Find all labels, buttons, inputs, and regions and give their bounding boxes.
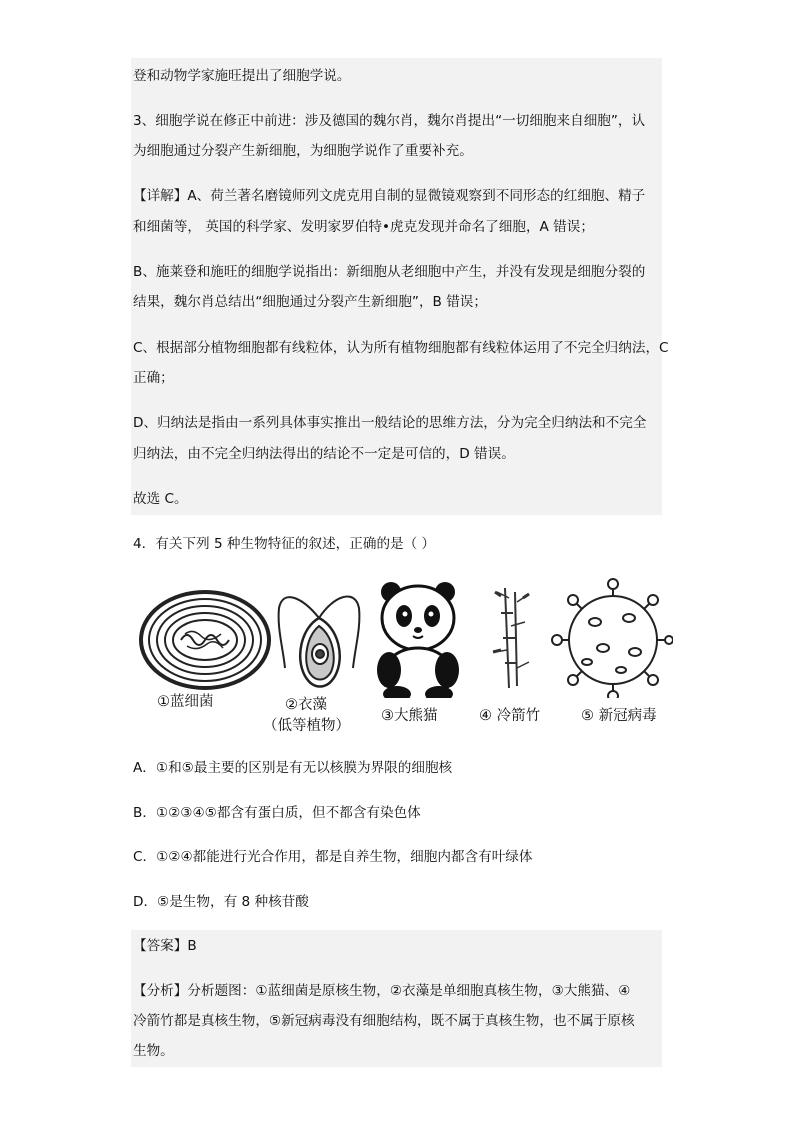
cyanobacterium-drawing xyxy=(141,592,269,688)
caption-chlamydomonas: ②衣藻 xyxy=(285,697,327,713)
question-text: 4．有关下列 5 种生物特征的叙述，正确的是（ ） xyxy=(133,536,436,552)
text-line: 归纳法，由不完全归纳法得出的结论不一定是可信的，D 错误。 xyxy=(133,446,515,462)
text-line: 3、细胞学说在修正中前进：涉及德国的魏尔肖，魏尔肖提出“一切细胞来自细胞”，认 xyxy=(133,113,646,129)
text-line: 为细胞通过分裂产生新细胞，为细胞学说作了重要补充。 xyxy=(133,143,473,159)
virus-drawing xyxy=(552,579,673,698)
organisms-figure xyxy=(133,578,673,738)
option-d: D．⑤是生物，有 8 种核苷酸 xyxy=(133,894,309,910)
text-line: 正确； xyxy=(133,370,174,386)
text-line: D、归纳法是指由一系列具体事实推出一般结论的思维方法，分为完全归纳法和不完全 xyxy=(133,415,647,431)
text-line: 故选 C。 xyxy=(133,491,188,507)
chlamydomonas-drawing xyxy=(279,597,360,687)
text-line: 结果，魏尔肖总结出“细胞通过分裂产生新细胞”，B 错误； xyxy=(133,294,487,310)
analysis-line: 冷箭竹都是真核生物，⑤新冠病毒没有细胞结构，既不属于真核生物，也不属于原核 xyxy=(133,1013,635,1029)
text-line: C、根据部分植物细胞都有线粒体，认为所有植物细胞都有线粒体运用了不完全归纳法，C xyxy=(133,340,669,356)
option-a: A．①和⑤最主要的区别是有无以核膜为界限的细胞核 xyxy=(133,760,453,776)
text-line: B、施莱登和施旺的细胞学说指出：新细胞从老细胞中产生，并没有发现是细胞分裂的 xyxy=(133,264,646,280)
text-line: 【详解】A、荷兰著名磨镜师列文虎克用自制的显微镜观察到不同形态的红细胞、精子 xyxy=(133,188,646,204)
text-line: 和细菌等， 英国的科学家、发明家罗伯特•虎克发现并命名了细胞，A 错误； xyxy=(133,219,594,235)
text-line: 登和动物学家施旺提出了细胞学说。 xyxy=(133,68,351,84)
caption-chlamydomonas-note: （低等植物） xyxy=(263,718,350,734)
panda-drawing xyxy=(377,582,459,698)
caption-coronavirus: ⑤ 新冠病毒 xyxy=(581,708,657,724)
caption-cyanobacteria: ①蓝细菌 xyxy=(157,694,214,710)
caption-panda: ③大熊猫 xyxy=(381,708,438,724)
analysis-line: 【分析】分析题图：①蓝细菌是原核生物，②衣藻是单细胞真核生物，③大熊猫、④ xyxy=(133,983,631,999)
analysis-line: 生物。 xyxy=(133,1043,174,1059)
option-b: B．①②③④⑤都含有蛋白质，但不都含有染色体 xyxy=(133,805,421,821)
organisms-illustration xyxy=(133,578,673,698)
caption-bamboo: ④ 冷箭竹 xyxy=(479,708,541,724)
answer-text: 【答案】B xyxy=(133,938,197,954)
bamboo-drawing xyxy=(493,588,529,688)
option-c: C．①②④都能进行光合作用，都是自养生物，细胞内都含有叶绿体 xyxy=(133,849,533,865)
